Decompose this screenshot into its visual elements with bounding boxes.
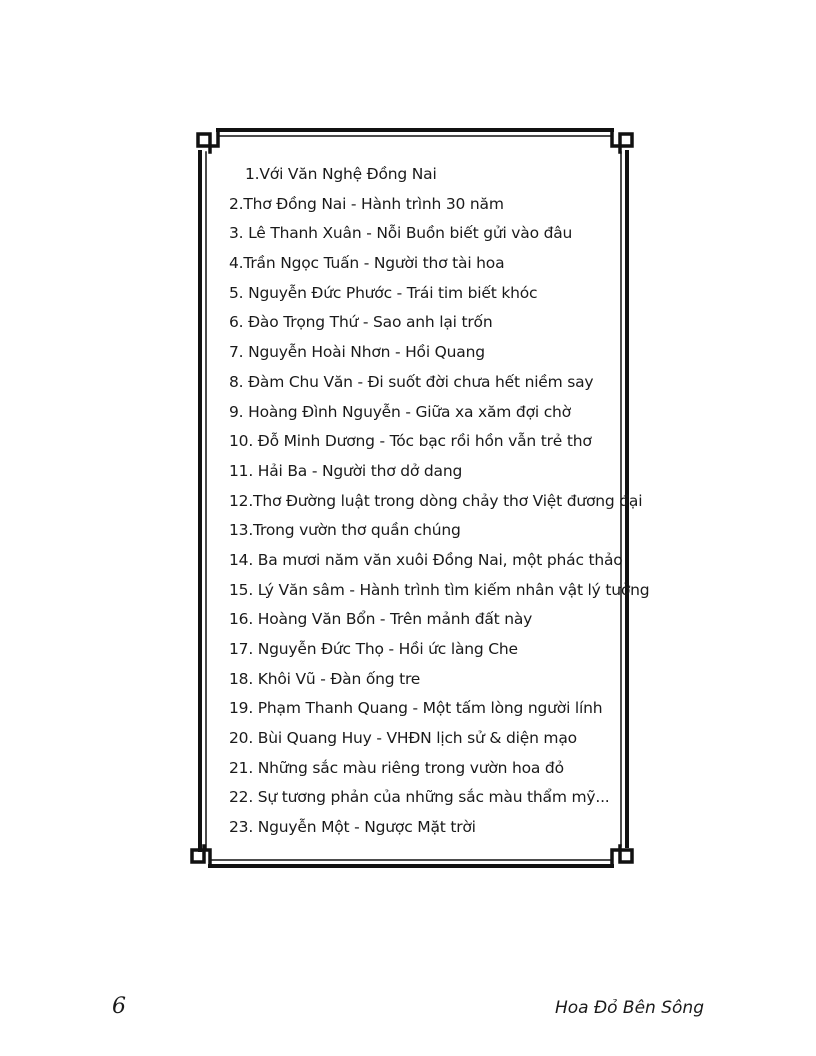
toc-entry: 15. Lý Văn sâm - Hành trình tìm kiếm nhân vật lý tưởng xyxy=(229,580,650,599)
toc-entry: 9. Hoàng Đình Nguyễn - Giữa xa xăm đợi chờ xyxy=(229,402,571,421)
toc-entry: 11. Hải Ba - Người thơ dở dang xyxy=(229,461,463,480)
toc-entry: 2.Thơ Đồng Nai - Hành trình 30 năm xyxy=(229,194,504,213)
toc-entry: 6. Đào Trọng Thứ - Sao anh lại trốn xyxy=(229,313,493,332)
toc-entry: 18. Khôi Vũ - Đàn ống tre xyxy=(229,669,421,688)
running-book-title: Hoa Đỏ Bên Sông xyxy=(554,998,704,1018)
toc-entry: 19. Phạm Thanh Quang - Một tấm lòng người lính xyxy=(229,699,603,718)
toc-entry: 10. Đỗ Minh Dương - Tóc bạc rồi hồn vẫn trẻ thơ xyxy=(229,432,592,451)
toc-entry: 3. Lê Thanh Xuân - Nỗi Buồn biết gửi vào đâu xyxy=(229,224,573,243)
page-number: 6 xyxy=(112,994,126,1019)
toc-entry: 17. Nguyễn Đức Thọ - Hồi ức làng Che xyxy=(229,640,518,658)
toc-entry: 5. Nguyễn Đức Phước - Trái tim biết khóc xyxy=(229,283,538,302)
toc-entry: 20. Bùi Quang Huy - VHĐN lịch sử & diện mạo xyxy=(229,729,577,748)
toc-entry: 22. Sự tương phản của những sắc màu thẩm mỹ... xyxy=(229,788,610,807)
toc-entry: 14. Ba mươi năm văn xuôi Đồng Nai, một phác thảo xyxy=(229,550,623,569)
toc-entry: 13.Trong vườn thơ quần chúng xyxy=(229,521,461,540)
toc-entry: 7. Nguyễn Hoài Nhơn - Hồi Quang xyxy=(229,343,485,362)
toc-entry: 21. Những sắc màu riêng trong vườn hoa đỏ xyxy=(229,758,564,777)
table-of-contents xyxy=(229,160,649,843)
toc-entry: 4.Trần Ngọc Tuấn - Người thơ tài hoa xyxy=(229,254,505,273)
toc-entry: 8. Đàm Chu Văn - Đi suốt đời chưa hết niềm say xyxy=(229,372,594,391)
toc-entry: 16. Hoàng Văn Bổn - Trên mảnh đất này xyxy=(229,610,533,629)
toc-entry: 1.Với Văn Nghệ Đồng Nai xyxy=(245,165,437,183)
toc-entry: 23. Nguyễn Một - Ngược Mặt trời xyxy=(229,818,476,837)
toc-entry: 12.Thơ Đường luật trong dòng chảy thơ Việt đương đại xyxy=(229,491,643,510)
